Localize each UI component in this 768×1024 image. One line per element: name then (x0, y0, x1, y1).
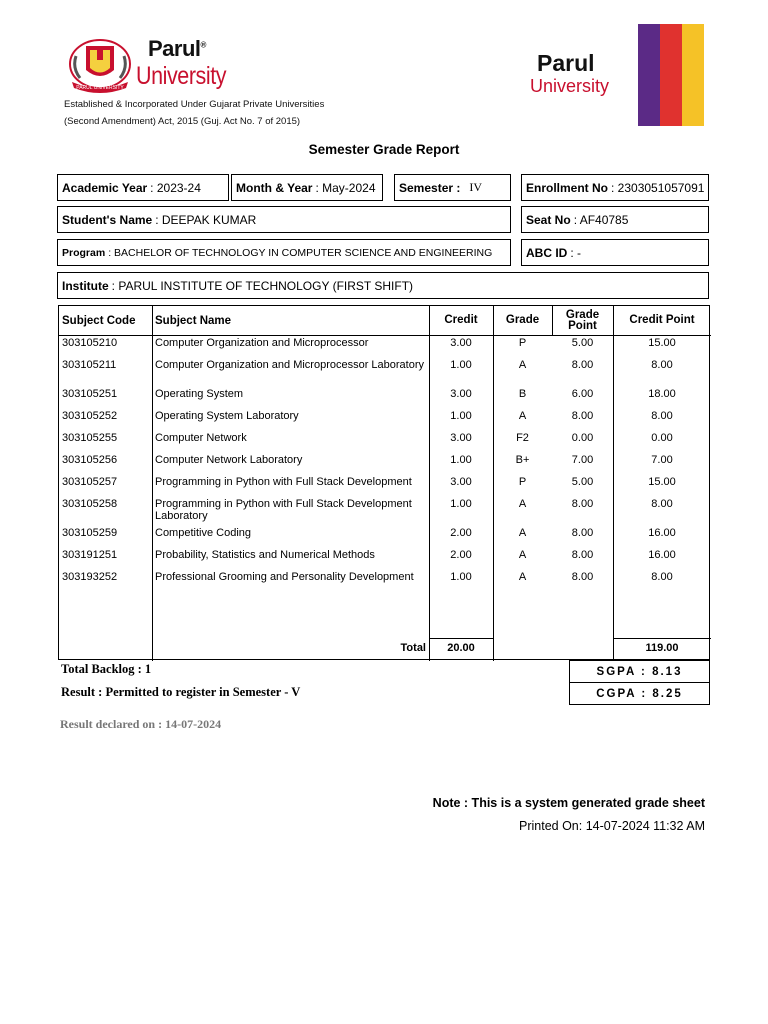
row-subject-code: 303105210 (62, 337, 118, 349)
row-credit-point: 0.00 (651, 432, 673, 444)
row-subject-name: Computer Network (155, 432, 247, 444)
enrollment-box (521, 174, 709, 201)
logo-left-university: University (136, 62, 227, 90)
row-subject-code: 303105251 (62, 388, 118, 400)
enrollment-label: Enrollment No (526, 180, 609, 195)
row-subject-name: Computer Network Laboratory (155, 454, 303, 466)
row-credit-point: 16.00 (648, 549, 676, 561)
row-grade-point: 0.00 (571, 432, 594, 444)
sgpa-value: 8.13 (652, 665, 683, 678)
row-credit: 3.00 (450, 476, 472, 488)
semester-box (394, 174, 511, 201)
row-subject-name: Programming in Python with Full Stack Development Laboratory (155, 498, 412, 522)
month-year-label: Month & Year (236, 180, 313, 195)
total-credit-point: 119.00 (645, 642, 679, 654)
row-grade: B+ (515, 454, 530, 466)
header-grade-point (552, 306, 613, 335)
row-grade-point: 5.00 (571, 337, 594, 349)
row-grade: F2 (516, 432, 529, 444)
row-grade-point: 7.00 (571, 454, 594, 466)
row-grade: A (518, 527, 527, 539)
row-credit: 2.00 (450, 527, 472, 539)
row-subject-code: 303105257 (62, 476, 118, 488)
sgpa-box (569, 660, 710, 683)
row-credit-point: 15.00 (648, 476, 676, 488)
total-divider (429, 638, 493, 639)
seat-no-box (521, 206, 709, 233)
row-credit: 2.00 (450, 549, 472, 561)
printed-on: Printed On: 14-07-2024 11:32 AM (519, 819, 705, 833)
logo-right-brand: Parul (537, 50, 595, 76)
university-logo-left (66, 34, 227, 96)
academic-year-box (57, 174, 229, 201)
sgpa-label: SGPA : (596, 665, 647, 678)
row-credit-point: 16.00 (648, 527, 676, 539)
report-title: Semester Grade Report (308, 142, 460, 157)
row-grade-point: 6.00 (571, 388, 594, 400)
row-subject-name: Operating System Laboratory (155, 410, 299, 422)
academic-year-value: : 2023-24 (150, 180, 201, 195)
total-label: Total (400, 642, 426, 654)
result-declared-date: Result declared on : 14-07-2024 (60, 717, 222, 731)
abc-id-box (521, 239, 709, 266)
total-backlog: Total Backlog : 1 (61, 662, 152, 676)
header-credit-point: Credit Point (629, 314, 695, 326)
established-line-2: (Second Amendment) Act, 2015 (Guj. Act No. 7 of 2015) (64, 116, 301, 127)
row-grade: A (518, 571, 527, 583)
table-header-divider (59, 335, 711, 336)
row-grade-point: 5.00 (571, 476, 594, 488)
grade-table (58, 305, 710, 660)
row-credit: 3.00 (450, 388, 472, 400)
crest-banner-text: PARUL UNIVERSITY (76, 85, 124, 91)
row-grade: A (518, 410, 527, 422)
row-subject-code: 303193252 (62, 571, 118, 583)
row-credit-point: 8.00 (651, 498, 673, 510)
header-credit: Credit (444, 314, 478, 326)
row-credit-point: 8.00 (651, 359, 673, 371)
result-status: Result : Permitted to register in Semester - V (61, 685, 301, 699)
total-divider (613, 638, 711, 639)
row-subject-code: 303105259 (62, 527, 118, 539)
row-credit-point: 18.00 (648, 388, 676, 400)
registered-mark: ® (200, 40, 206, 50)
row-grade-point: 8.00 (571, 359, 594, 371)
row-grade-point: 8.00 (571, 549, 594, 561)
row-subject-code: 303105211 (62, 359, 117, 371)
row-subject-name: Probability, Statistics and Numerical Methods (155, 549, 375, 561)
header-grade-point-line2: Point (568, 319, 597, 332)
logo-stripe-red (660, 24, 682, 126)
student-name-value: : DEEPAK KUMAR (155, 212, 257, 227)
row-subject-code: 303105255 (62, 432, 118, 444)
row-credit: 3.00 (450, 337, 472, 349)
row-grade: A (518, 359, 527, 371)
logo-stripe-purple (638, 24, 660, 126)
semester-label: Semester : (399, 180, 461, 195)
month-year-box (231, 174, 383, 201)
row-grade-point: 8.00 (571, 498, 594, 510)
row-subject-name: Programming in Python with Full Stack Development (155, 476, 412, 488)
row-credit: 1.00 (450, 410, 472, 422)
row-grade: A (518, 549, 527, 561)
logo-stripe-yellow (682, 24, 704, 126)
row-credit-point: 7.00 (651, 454, 673, 466)
row-credit-point: 8.00 (651, 571, 673, 583)
header-grade-point-line1: Grade (565, 308, 600, 321)
program-label: Program (62, 246, 106, 259)
enrollment-value: : 2303051057091 (611, 180, 705, 195)
header-subject-code: Subject Code (62, 314, 136, 327)
row-subject-name: Computer Organization and Microprocessor (155, 337, 369, 349)
header-subject-name: Subject Name (155, 314, 232, 327)
row-grade: P (518, 476, 527, 488)
row-credit: 1.00 (450, 571, 472, 583)
row-subject-name: Competitive Coding (155, 527, 251, 539)
program-value: : BACHELOR OF TECHNOLOGY IN COMPUTER SCIENCE AND ENGINEERING (108, 246, 493, 259)
institute-label: Institute (62, 278, 109, 293)
university-logo-right (526, 24, 706, 126)
system-generated-note: Note : This is a system generated grade sheet (432, 796, 705, 810)
row-subject-name: Computer Organization and Microprocessor Laboratory (155, 359, 425, 371)
row-credit: 1.00 (450, 454, 472, 466)
cgpa-box (569, 682, 710, 705)
row-credit: 1.00 (450, 498, 472, 510)
row-grade: B (518, 388, 527, 400)
row-subject-code: 303105258 (62, 498, 118, 510)
institute-value: : PARUL INSTITUTE OF TECHNOLOGY (FIRST SHIFT) (111, 278, 414, 293)
row-subject-name: Professional Grooming and Personality Development (155, 571, 414, 583)
row-credit-point: 15.00 (648, 337, 676, 349)
row-grade-point: 8.00 (571, 527, 594, 539)
logo-left-brand (148, 36, 206, 62)
row-credit-point: 8.00 (651, 410, 673, 422)
seat-no-value: : AF40785 (573, 212, 629, 227)
logo-right-university: University (530, 76, 610, 96)
table-divider (152, 306, 153, 661)
academic-year-label: Academic Year (62, 180, 148, 195)
student-name-box (57, 206, 511, 233)
row-subject-code: 303105256 (62, 454, 118, 466)
row-credit: 1.00 (450, 359, 472, 371)
row-grade-point: 8.00 (571, 410, 594, 422)
header-grade: Grade (505, 314, 540, 326)
cgpa-value: 8.25 (652, 687, 683, 700)
abc-id-value: : - (570, 245, 582, 260)
logo-left-brand-text: Parul (148, 36, 201, 61)
program-box (57, 239, 511, 266)
row-subject-name: Operating System (155, 388, 244, 400)
row-grade-point: 8.00 (571, 571, 594, 583)
semester-value: IV (469, 180, 483, 194)
row-subject-code: 303191251 (62, 549, 118, 561)
row-subject-code: 303105252 (62, 410, 118, 422)
institute-box (57, 272, 709, 299)
student-name-label: Student's Name (62, 212, 153, 227)
row-grade: A (518, 498, 527, 510)
abc-id-label: ABC ID (526, 245, 568, 260)
total-credit: 20.00 (447, 642, 475, 654)
university-crest-icon (66, 34, 134, 96)
row-grade: P (518, 337, 527, 349)
row-credit: 3.00 (450, 432, 472, 444)
established-line-1: Established & Incorporated Under Gujarat Private Universities (64, 99, 325, 110)
seat-no-label: Seat No (526, 212, 571, 227)
cgpa-label: CGPA : (596, 687, 648, 700)
month-year-value: : May-2024 (315, 180, 376, 195)
